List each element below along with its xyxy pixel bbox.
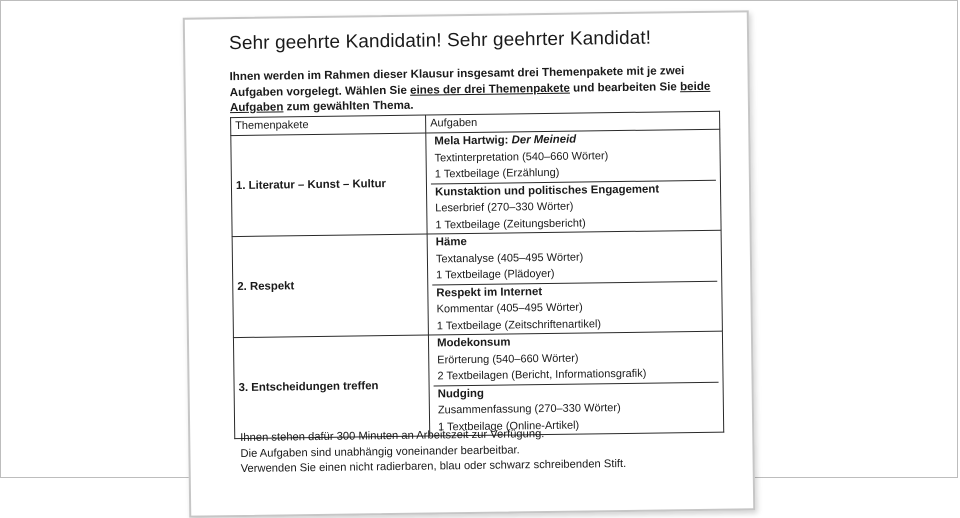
page-title: Sehr geehrte Kandidatin! Sehr geehrter Kandidat! xyxy=(228,27,652,55)
header-packages: Themenpakete xyxy=(231,115,426,136)
task-block xyxy=(432,231,718,284)
package-tasks xyxy=(427,230,722,335)
footer-line: Die Aufgaben sind unabhängig voneinander bearbeitbar. xyxy=(240,443,520,460)
task-title-work: Der Meineid xyxy=(511,133,577,147)
task-block xyxy=(430,130,716,183)
task-title-text: Häme xyxy=(435,236,467,249)
task-detail: Leserbrief (270–330 Wörter) xyxy=(435,200,574,215)
task-detail: 1 Textbeilage (Erzählung) xyxy=(434,166,560,181)
intro-underline-2: beide Aufgaben xyxy=(229,79,711,115)
task-title-text: Kunstaktion und politisches Engagement xyxy=(434,183,660,198)
package-tasks xyxy=(426,129,721,234)
intro-text-1: Ihnen werden im Rahmen dieser Klausur insgesamt drei Themenpakete mit je zwei Aufgaben vorgelegt. Wählen Sie xyxy=(229,64,685,99)
task-title-text: Modekonsum xyxy=(436,336,511,350)
task-block xyxy=(432,280,718,334)
footer-notes xyxy=(240,425,721,478)
task-detail: 1 Textbeilage (Plädoyer) xyxy=(436,267,555,282)
task-block xyxy=(431,179,717,233)
package-name: 3. Entscheidungen treffen xyxy=(233,335,429,439)
intro-underline-1: eines der drei Themenpakete xyxy=(410,81,570,97)
package-name: 2. Respekt xyxy=(232,234,428,338)
task-title-text: Respekt im Internet xyxy=(436,285,543,299)
package-row xyxy=(231,129,721,236)
package-row xyxy=(233,331,723,438)
theme-packages-table xyxy=(230,111,724,439)
task-detail: 1 Textbeilage (Zeitschriftenartikel) xyxy=(436,317,602,332)
task-title-text: Nudging xyxy=(437,387,484,400)
package-name: 1. Literatur – Kunst – Kultur xyxy=(231,133,427,237)
task-detail: Erörterung (540–660 Wörter) xyxy=(437,352,579,366)
task-detail: Textinterpretation (540–660 Wörter) xyxy=(434,149,609,164)
package-row xyxy=(232,230,722,337)
task-detail: 2 Textbeilagen (Bericht, Informationsgrafik) xyxy=(437,367,647,383)
task-block xyxy=(433,332,719,385)
task-detail: Textanalyse (405–495 Wörter) xyxy=(435,251,584,265)
exam-sheet xyxy=(183,10,755,517)
task-title-text: Mela Hartwig: xyxy=(434,134,512,148)
task-detail: Kommentar (405–495 Wörter) xyxy=(436,301,583,316)
task-detail: 1 Textbeilage (Zeitungsbericht) xyxy=(435,216,586,231)
package-tasks xyxy=(428,331,723,436)
header-tasks: Aufgaben xyxy=(426,111,720,133)
task-detail: Zusammenfassung (270–330 Wörter) xyxy=(437,402,621,417)
footer-line: Ihnen stehen dafür 300 Minuten an Arbeitszeit zur Verfügung. xyxy=(240,428,545,445)
intro-paragraph xyxy=(229,63,730,116)
intro-text-2: und bearbeiten Sie xyxy=(569,79,681,95)
intro-text-3: zum gewählten Thema. xyxy=(283,98,414,114)
footer-line: Verwenden Sie einen nicht radierbaren, blau oder schwarz schreibenden Stift. xyxy=(240,458,627,476)
task-detail: 1 Textbeilage (Online-Artikel) xyxy=(438,419,580,433)
